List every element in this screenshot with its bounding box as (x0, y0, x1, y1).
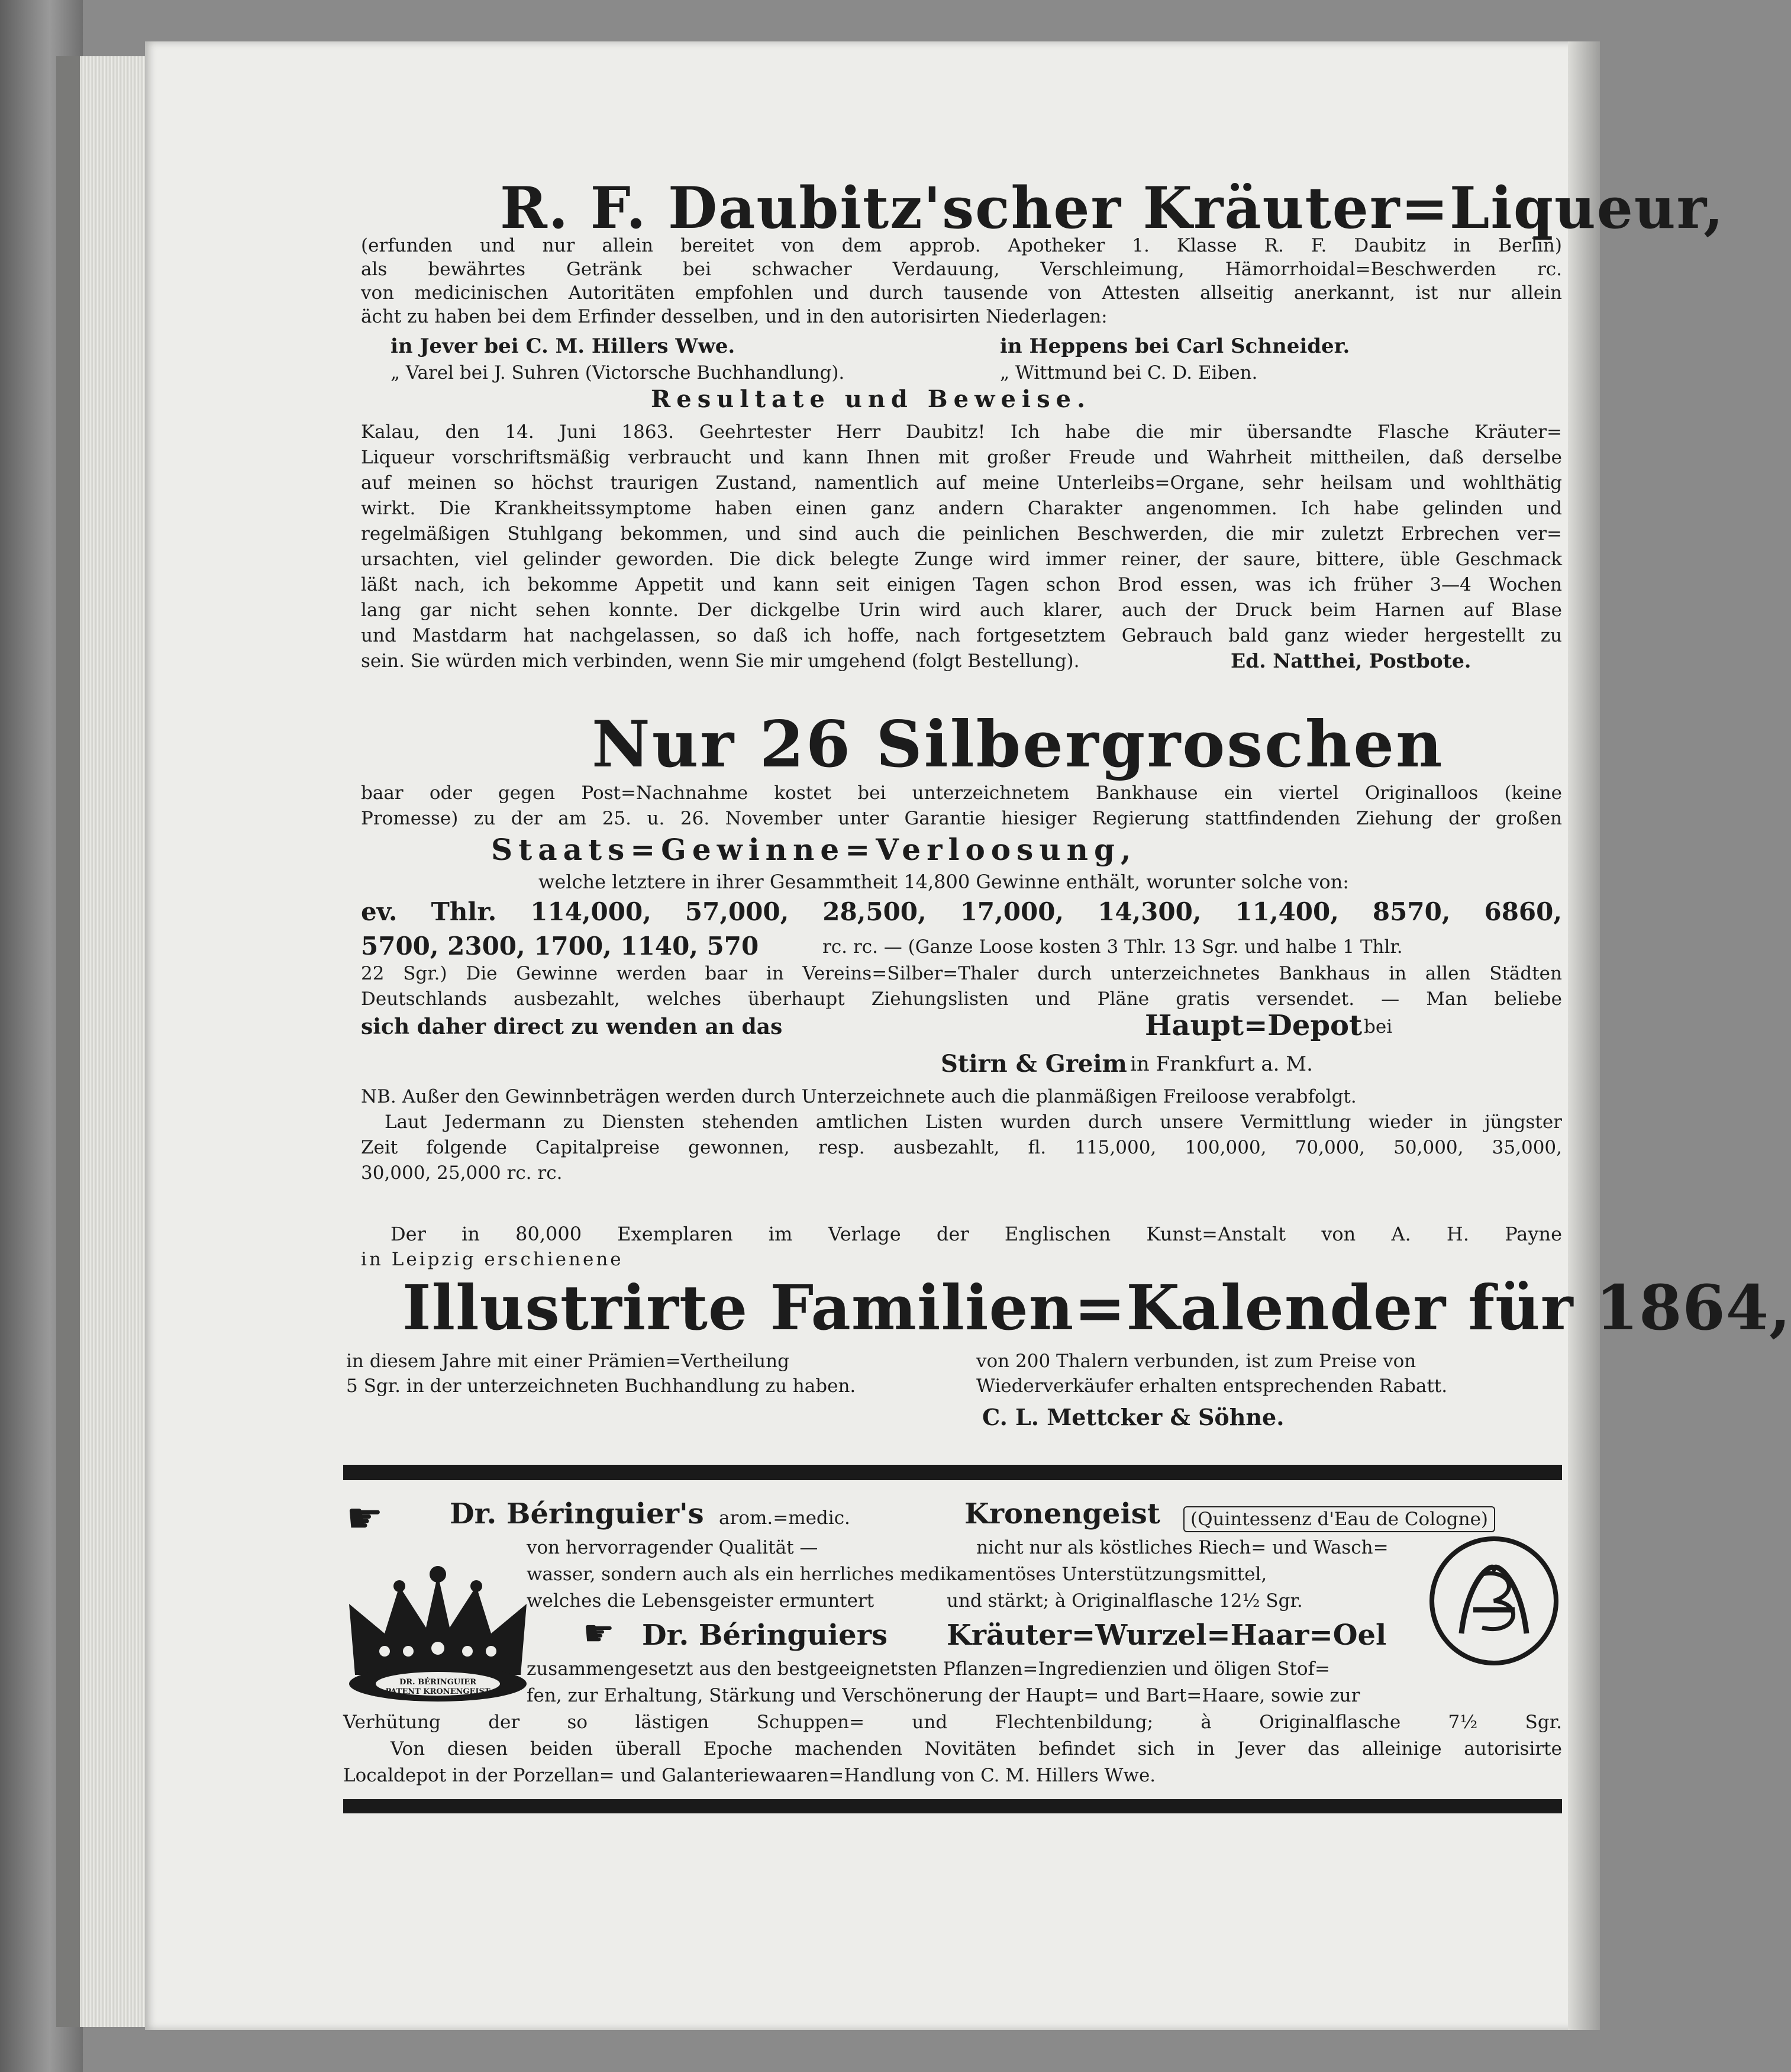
ad1-letter-line: läßt nach, ich bekomme Appetit und kann seit einigen Tagen schon Brod essen, was ich früher 3—4 Wochen (361, 574, 1562, 595)
pointing-hand-icon: ☛ (583, 1613, 615, 1654)
ad2-line: Zeit folgende Capitalpreise gewonnen, resp. ausbezahlt, fl. 115,000, 100,000, 70,000, 50,000, 35,000, (361, 1137, 1562, 1158)
ad2-depot-bei: bei (1364, 1016, 1393, 1037)
ad1-letter-line: auf meinen so höchst traurigen Zustand, namentlich auf meine Unterleibs=Organe, sehr heilsam und wohlthätig (361, 472, 1562, 494)
ad4-brand-2: Dr. Béringuiers (642, 1619, 888, 1652)
ad2-line: baar oder gegen Post=Nachnahme kostet bei unterzeichnetem Bankhause ein viertel Originalloos (keine (361, 782, 1562, 804)
ad1-letter-last: sein. Sie würden mich verbinden, wenn Sie mir umgehend (folgt Bestellung). (361, 650, 1080, 672)
ad2-heading: Staats=Gewinne=Verloosung, (491, 832, 1137, 867)
ad1-letter-line: wirkt. Die Krankheitssymptome haben einen ganz andern Charakter angenommen. Ich habe gelinden und (361, 498, 1562, 519)
ad2-line: Laut Jedermann zu Diensten stehenden amtlichen Listen wurden durch unsere Vermittlung wieder in jüngster (385, 1111, 1562, 1133)
ad4-product-1-note: (Quintessenz d'Eau de Cologne) (1183, 1506, 1495, 1532)
ad4-line: Localdepot in der Porzellan= und Galanteriewaaren=Handlung von C. M. Hillers Wwe. (343, 1765, 1156, 1786)
ad1-line: als bewährtes Getränk bei schwacher Verdauung, Verschleimung, Hämorrhoidal=Beschwerden rc. (361, 259, 1562, 280)
ad4-line: zusammengesetzt aus den bestgeeignetsten Pflanzen=Ingredienzien und öligen Stof= (527, 1658, 1330, 1680)
ad1-letter-line: Kalau, den 14. Juni 1863. Geehrtester Herr Daubitz! Ich habe die mir übersandte Flasche Kräuter= (361, 421, 1562, 443)
ad4-line: welches die Lebensgeister ermuntert (527, 1590, 874, 1612)
ad1-depot-heppens: in Heppens bei Carl Schneider. (1000, 334, 1350, 358)
ad3-left-line: in diesem Jahre mit einer Prämien=Vertheilung (346, 1351, 789, 1372)
ad1-depot-wittmund: „ Wittmund bei C. D. Eiben. (1000, 362, 1258, 384)
ad4-product-1: Kronengeist (964, 1497, 1160, 1530)
ad1-line: von medicinischen Autoritäten empfohlen und durch tausende von Attesten allseitig anerkannt, ist nur allein (361, 282, 1562, 304)
ad2-bank-city: in Frankfurt a. M. (1130, 1052, 1313, 1076)
ad3-title: Illustrirte Familien=Kalender für 1864, (402, 1271, 1791, 1344)
ad3-line-1: Der in 80,000 Exemplaren im Verlage der Englischen Kunst=Anstalt von A. H. Payne (391, 1223, 1562, 1245)
monogram-seal-icon (1426, 1533, 1562, 1669)
ad4-top-rule (343, 1465, 1562, 1480)
ad4-brand-1-suffix: arom.=medic. (719, 1507, 850, 1529)
ad2-prizes-2: 5700, 2300, 1700, 1140, 570 (361, 932, 759, 961)
ad1-line: ächt zu haben bei dem Erfinder desselben, und in den autorisirten Niederlagen: (361, 306, 1108, 327)
pointing-hand-icon: ☛ (346, 1494, 383, 1542)
ad1-letter-line: Liqueur vorschriftsmäßig verbraucht und kann Ihnen mit großer Freude und Wahrheit mittheilen, daß derselbe (361, 447, 1562, 468)
ad4-line: Von diesen beiden überall Epoche machenden Novitäten befindet sich in Jever das alleinige autorisirte (391, 1738, 1562, 1760)
ad4-product-2: Kräuter=Wurzel=Haar=Oel (947, 1619, 1387, 1652)
ad1-signature: Ed. Natthei, Postbote. (1231, 649, 1471, 672)
ad4-line: und stärkt; à Originalflasche 12½ Sgr. (947, 1590, 1303, 1612)
ad2-bank: Stirn & Greim (941, 1050, 1127, 1078)
ad1-depot-varel: „ Varel bei J. Suhren (Victorsche Buchhandlung). (391, 362, 845, 384)
ad4-line: nicht nur als köstliches Riech= und Wasch= (976, 1537, 1389, 1558)
ad2-prizes-2-rest: rc. rc. — (Ganze Loose kosten 3 Thlr. 13 Sgr. und halbe 1 Thlr. (822, 936, 1403, 958)
crown-label: DR. BÉRINGUIER PATENT KRONENGEIST (385, 1678, 490, 1696)
ad4-line: fen, zur Erhaltung, Stärkung und Verschönerung der Haupt= und Bart=Haare, sowie zur (527, 1685, 1360, 1706)
ad2-line-last: 30,000, 25,000 rc. rc. (361, 1162, 563, 1184)
ad3-signature: C. L. Mettcker & Söhne. (982, 1404, 1285, 1430)
ad2-depot-heading: Haupt=Depot (1145, 1009, 1363, 1042)
ad2-direct-line: sich daher direct zu wenden an das (361, 1014, 783, 1039)
ad3-left-line: 5 Sgr. in der unterzeichneten Buchhandlung zu haben. (346, 1375, 856, 1397)
ad4-line: von hervorragender Qualität — (527, 1537, 818, 1558)
ad2-line: Promesse) zu der am 25. u. 26. November unter Garantie hiesiger Regierung stattfindenden Ziehung der großen (361, 808, 1562, 829)
ad4-line: wasser, sondern auch als ein herrliches medikamentöses Unterstützungsmittel, (527, 1564, 1267, 1585)
ad2-title: Nur 26 Silbergroschen (592, 707, 1444, 782)
ad4-brand-1: Dr. Béringuier's (450, 1497, 704, 1530)
ad1-line: (erfunden und nur allein bereitet von dem approb. Apotheker 1. Klasse R. F. Daubitz in Berlin) (361, 235, 1562, 256)
ad1-subheading: Resultate und Beweise. (651, 385, 1092, 413)
ad3-right-line: Wiederverkäufer erhalten entsprechenden Rabatt. (976, 1375, 1448, 1397)
ad2-line: Deutschlands ausbezahlt, welches überhaupt Ziehungslisten und Pläne gratis versendet. — Man beliebe (361, 988, 1562, 1010)
ad2-line-b: welche letztere in ihrer Gesammtheit 14,800 Gewinne enthält, worunter solche von: (538, 871, 1350, 893)
page-right-edge (1568, 41, 1600, 2030)
ad1-letter-line: ursachten, viel gelinder geworden. Die dick belegte Zunge wird immer reiner, der saure, bittere, üble Geschmack (361, 549, 1562, 570)
ad1-letter-line: und Mastdarm hat nachgelassen, so daß ich hoffe, nach fortgesetztem Gebrauch bald ganz wieder hergestellt zu (361, 625, 1562, 646)
ad1-depot-jever: in Jever bei C. M. Hillers Wwe. (391, 334, 735, 358)
ad4-line: Verhütung der so lästigen Schuppen= und Flechtenbildung; à Originalflasche 7½ Sgr. (343, 1712, 1562, 1733)
ad2-prizes-1: ev. Thlr. 114,000, 57,000, 28,500, 17,000, 14,300, 11,400, 8570, 6860, (361, 897, 1562, 926)
ad3-line-2: in Leipzig erschienene (361, 1249, 624, 1270)
ad3-right-line: von 200 Thalern verbunden, ist zum Preise von (976, 1351, 1416, 1372)
ad4-bottom-rule (343, 1799, 1562, 1813)
ad2-line: 22 Sgr.) Die Gewinne werden baar in Vereins=Silber=Thaler durch unterzeichnetes Bankhaus in allen Städten (361, 963, 1562, 984)
ad1-letter-line: regelmäßigen Stuhlgang bekommen, und sind auch die peinlichen Beschwerden, die mir zuletzt Erbrechen ver= (361, 523, 1562, 544)
ad1-letter-line: lang gar nicht sehen konnte. Der dickgelbe Urin wird auch klarer, auch der Druck beim Harnen auf Blase (361, 600, 1562, 621)
ad2-nb-line: NB. Außer den Gewinnbeträgen werden durch Unterzeichnete auch die planmäßigen Freiloose verabfolgt. (361, 1086, 1357, 1107)
ad1-title: R. F. Daubitz'scher Kräuter=Liqueur, (500, 175, 1725, 241)
